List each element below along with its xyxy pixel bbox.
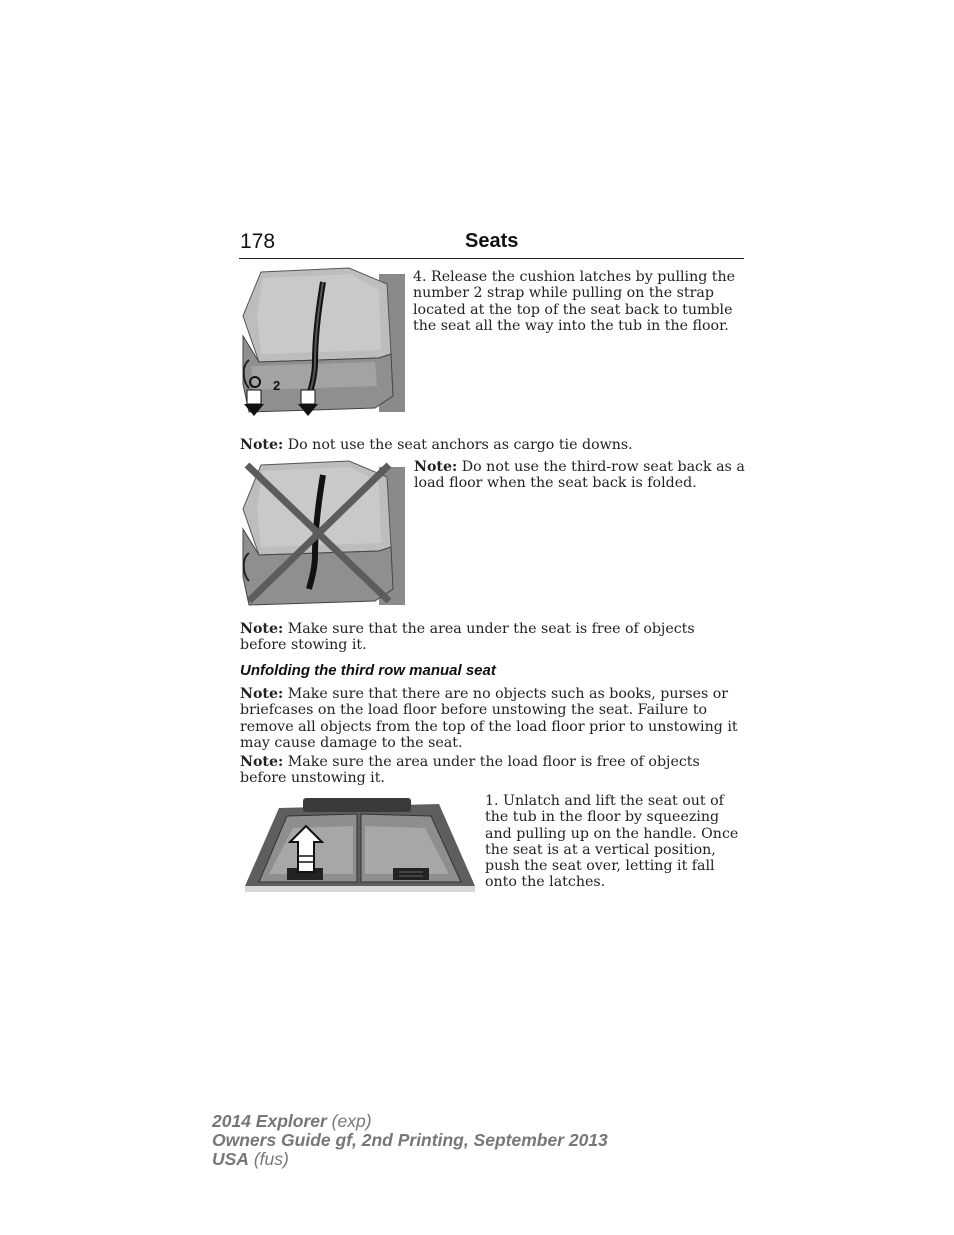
page-number: 178 — [240, 230, 276, 253]
note-text: Do not use the seat anchors as cargo tie downs. — [283, 437, 633, 453]
subheading-unfolding: Unfolding the third row manual seat — [240, 662, 496, 679]
note-label: Note: — [240, 437, 284, 453]
note-label: Note: — [240, 686, 284, 702]
step-4-text: 4. Release the cushion latches by pulling the number 2 strap while pulling on the strap located at the top of the seat back to tumble the seat all the way into the tub in the floor. — [413, 269, 736, 334]
note-text: Make sure that the area under the seat is free of objects before stowing it. — [240, 621, 695, 654]
note-label: Note: — [240, 754, 284, 770]
footer-line-model — [212, 1112, 608, 1131]
note-label: Note: — [414, 459, 458, 475]
footer-region: USA — [212, 1149, 249, 1169]
note-seat-anchors — [240, 437, 745, 453]
do-not-use-load-floor-illustration — [239, 459, 409, 609]
footer — [212, 1112, 608, 1169]
load-floor-handle-illustration — [239, 794, 479, 898]
section-title: Seats — [465, 230, 519, 252]
note-label: Note: — [240, 621, 284, 637]
step-1-text: 1. Unlatch and lift the seat out of the tub in the floor by squeezing and pulling up on the handle. Once the seat is at a vertical position, push the seat over, letting it fall onto the latches. — [485, 793, 739, 891]
note-no-objects — [240, 686, 745, 751]
note-text: Make sure the area under the load floor is free of objects before unstowing it. — [240, 754, 700, 787]
footer-model-code: (exp) — [331, 1111, 372, 1131]
header-rule — [239, 258, 744, 259]
note-area-under-seat — [240, 621, 745, 654]
footer-guide: Owners Guide gf, 2nd Printing, September 2013 — [212, 1130, 608, 1150]
footer-line-region — [212, 1150, 608, 1169]
strap-number-label: 2 — [273, 378, 281, 393]
footer-region-code: (fus) — [253, 1149, 289, 1169]
note-area-under-floor — [240, 754, 745, 787]
note-text: Make sure that there are no objects such as books, purses or briefcases on the load floor before unstowing the seat. Failure to remove all objects from the top of the load floor prior to unstowing it may cause damage to the seat. — [240, 686, 738, 751]
seat-tumble-illustration — [239, 266, 409, 418]
footer-model: 2014 Explorer — [212, 1111, 327, 1131]
note-text: Do not use the third-row seat back as a load floor when the seat back is folded. — [414, 459, 745, 492]
footer-line-guide — [212, 1131, 608, 1150]
note-load-floor — [414, 459, 746, 492]
